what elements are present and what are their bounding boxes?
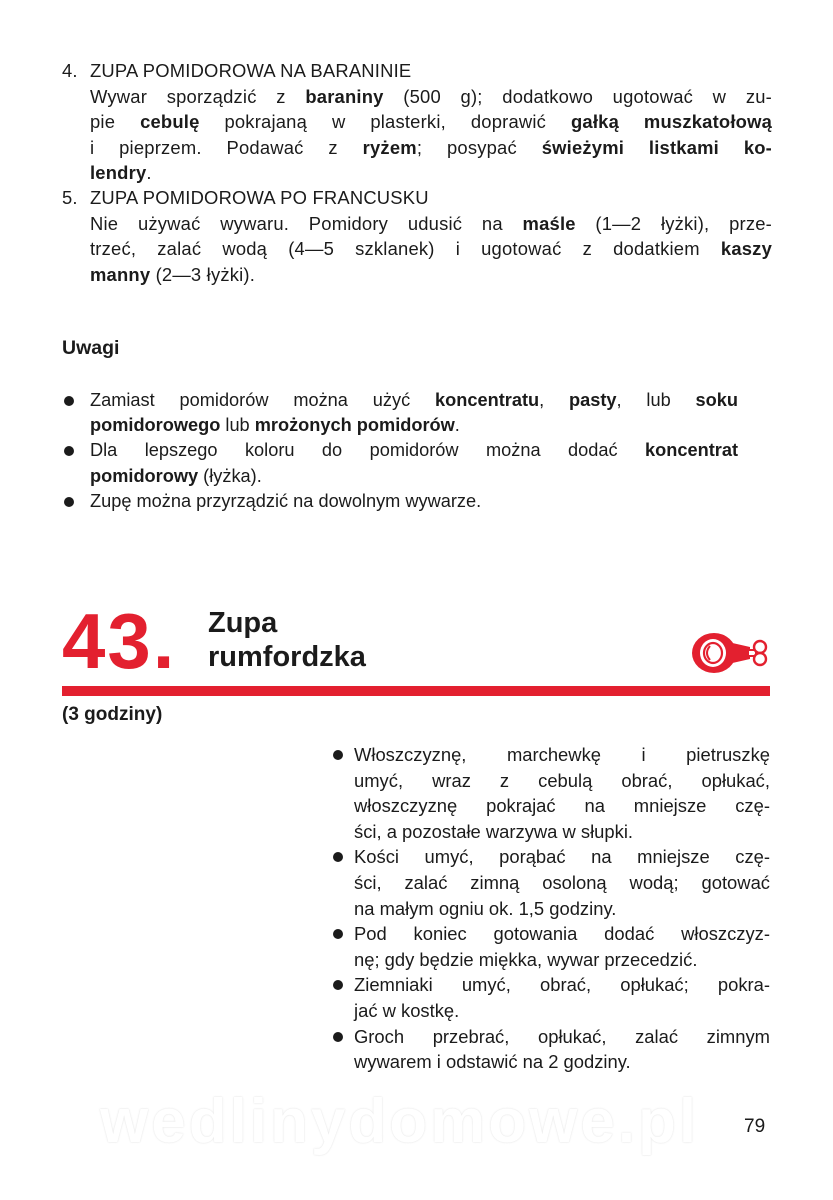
text-run: Zupę można przyrządzić na dowolnym wywarze. (90, 490, 482, 511)
text-run: pie (90, 111, 141, 132)
text-run: trzeć, zalać wodą (4—5 szklanek) i ugotować z dodatkiem (90, 238, 721, 259)
bold-term: soku (695, 390, 738, 410)
text-line (90, 160, 772, 186)
text-run: pokrajaną w plasterki, doprawić (199, 111, 571, 132)
variant-5 (62, 185, 772, 287)
text-run: ; posypać (416, 136, 542, 158)
notes-list (62, 388, 738, 514)
bold-term: koncentrat (645, 440, 738, 461)
step-line: nę; gdy będzie miękka, wywar przecedzić. (354, 948, 698, 970)
bullet-icon (333, 1032, 343, 1042)
text-line (90, 388, 738, 413)
note-item (62, 388, 738, 438)
text-run: (łyżka). (198, 465, 262, 486)
bold-term: pomidorowego (90, 415, 221, 436)
text-line (90, 236, 772, 262)
step-line: Pod koniec gotowania dodać włoszczyz- (354, 923, 770, 945)
text-run: Nie używać wywaru. Pomidory udusić na (90, 212, 523, 234)
recipe-step (330, 742, 770, 844)
text-run: , lub (616, 390, 696, 410)
red-divider (62, 686, 770, 696)
note-item (62, 489, 738, 514)
variant-title: 5. ZUPA POMIDOROWA PO FRANCUSKU (62, 187, 429, 208)
text-run: Dla lepszego koloru do pomidorów można dodać (90, 440, 646, 461)
step-line: umyć, wraz z cebulą obrać, opłukać, (354, 769, 770, 791)
bold-term: koncentratu (435, 390, 540, 410)
bold-term: ryżem (362, 136, 417, 158)
bold-term: mrożonych pomidorów (254, 415, 455, 436)
bold-term: baraniny (305, 85, 384, 107)
bullet-icon (333, 750, 343, 760)
text-run: , (539, 390, 570, 410)
bold-term: cebulę (140, 111, 200, 132)
recipe-number: 43. (62, 597, 177, 685)
text-line (90, 489, 738, 514)
bullet-icon (333, 929, 343, 939)
recipe-steps (330, 742, 770, 1075)
bold-term: świeżymi listkami ko- (541, 136, 773, 158)
text-line (90, 262, 772, 288)
text-run: . (146, 162, 152, 183)
step-line: na małym ogniu ok. 1,5 godziny. (354, 897, 617, 919)
recipe-step (330, 972, 770, 1023)
text-line (90, 464, 738, 489)
recipe-title: Zupa rumfordzka (208, 607, 366, 673)
variant-body (62, 211, 772, 288)
text-run: (2—3 łyżki). (150, 263, 256, 285)
notes-heading: Uwagi (62, 337, 120, 359)
bullet-icon (64, 396, 74, 406)
meat-leg-icon (688, 628, 772, 678)
step-line: wywarem i odstawić na 2 godziny. (354, 1051, 631, 1073)
bold-term: maśle (522, 212, 576, 234)
text-run: . (454, 415, 460, 436)
text-line (90, 135, 772, 161)
step-line: Ziemniaki umyć, obrać, opłukać; pokra- (354, 974, 770, 996)
bullet-icon (333, 980, 343, 990)
bold-term: manny (90, 263, 151, 285)
text-line (90, 211, 772, 237)
text-line (90, 438, 738, 463)
note-item (62, 438, 738, 488)
bold-term: gałką muszkatołową (570, 111, 773, 132)
recipe-step (330, 844, 770, 921)
step-line: Kości umyć, porąbać na mniejsze czę- (354, 846, 770, 868)
step-line: ści, zalać zimną osoloną wodą; gotować (354, 871, 770, 893)
text-line (90, 84, 772, 110)
step-line: włoszczyznę pokrajać na mniejsze czę- (354, 795, 770, 817)
step-line: Groch przebrać, opłukać, zalać zimnym (354, 1025, 770, 1047)
bold-term: lendry (90, 162, 147, 183)
bold-term: kaszy (720, 238, 772, 259)
text-line (90, 413, 738, 438)
text-run: lub (220, 415, 255, 436)
text-run: Wywar sporządzić z (90, 85, 306, 107)
bold-term: pasty (569, 390, 617, 410)
variant-4 (62, 58, 772, 186)
bullet-icon (333, 852, 343, 862)
watermark: wedlinydomowe.pl (100, 1087, 700, 1156)
variant-body (62, 84, 772, 186)
step-line: jać w kostkę. (354, 999, 460, 1021)
bullet-icon (64, 446, 74, 456)
cooking-time: (3 godziny) (62, 704, 163, 725)
step-line: ści, a pozostałe warzywa w słupki. (354, 820, 634, 842)
step-line: Włoszczyznę, marchewkę i pietruszkę (354, 744, 770, 765)
bold-term: pomidorowy (90, 465, 199, 486)
bullet-icon (64, 497, 74, 507)
text-run: Zamiast pomidorów można użyć (90, 390, 436, 410)
recipe-step (330, 921, 770, 972)
page-number: 79 (744, 1116, 766, 1137)
text-line (90, 109, 772, 135)
text-run: (500 g); dodatkowo ugotować w zu- (383, 85, 772, 107)
text-run: (1—2 łyżki), prze- (575, 212, 772, 234)
recipe-step (330, 1024, 770, 1075)
variant-title: 4. ZUPA POMIDOROWA NA BARANINIE (62, 60, 412, 81)
text-run: i pieprzem. Podawać z (90, 136, 363, 158)
